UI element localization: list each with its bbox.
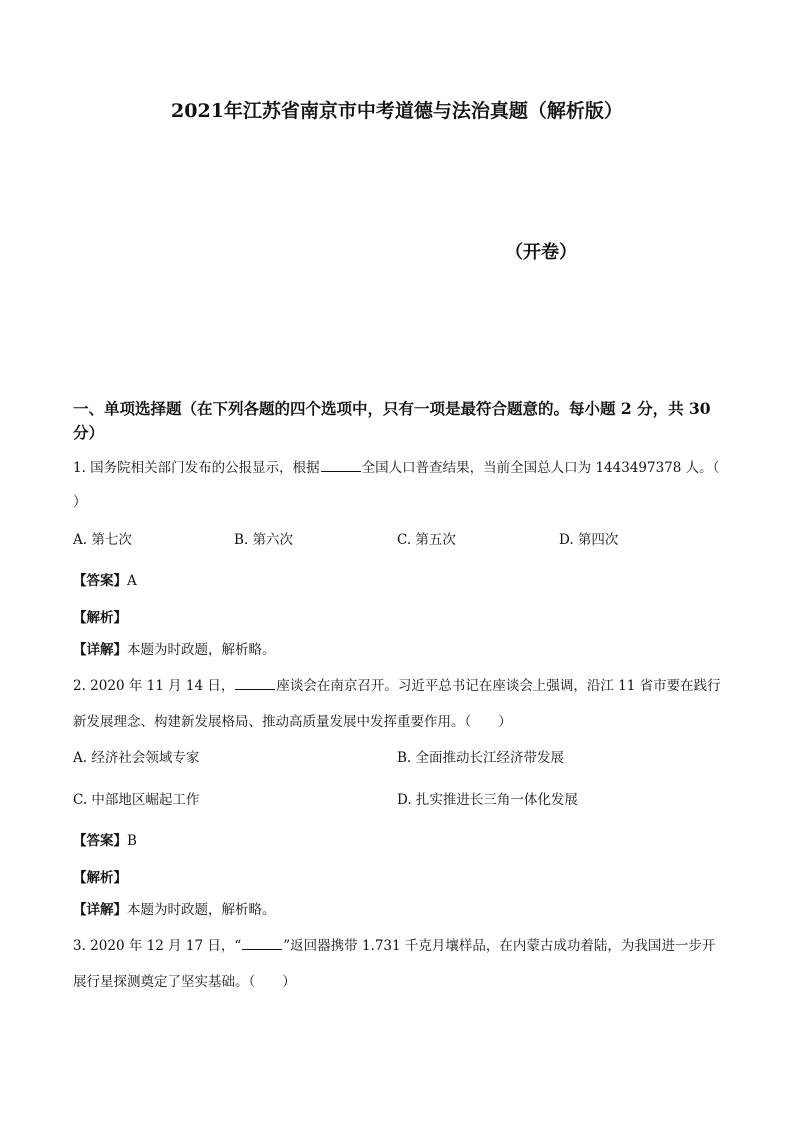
question-2-answer-label: 【答案】 xyxy=(73,833,127,849)
question-2-stem xyxy=(73,674,721,694)
question-3-stem-part1: 3. 2020 年 12 月 17 日，“ xyxy=(73,938,242,954)
question-2-option-d: D. 扎实推进长三角一体化发展 xyxy=(397,792,578,808)
section-heading-line2: 分） xyxy=(73,423,105,442)
question-1-option-c: C. 第五次 xyxy=(397,532,456,548)
question-3-stem-line2: 展行星探测奠定了坚实基础。（ ） xyxy=(73,974,296,990)
question-2-stem-part1: 2. 2020 年 11 月 14 日， xyxy=(73,678,235,694)
question-2-detail xyxy=(73,898,276,918)
question-1-analysis-label: 【解析】 xyxy=(73,610,127,626)
question-1-detail xyxy=(73,638,276,658)
question-1-answer-label: 【答案】 xyxy=(73,573,127,589)
question-2-stem-line2: 新发展理念、构建新发展格局、推动高质量发展中发挥重要作用。（ ） xyxy=(73,714,512,730)
question-1-stem xyxy=(73,456,719,476)
question-1-detail-label: 【详解】 xyxy=(73,642,127,658)
question-2-option-c: C. 中部地区崛起工作 xyxy=(73,792,200,808)
question-3-stem xyxy=(73,934,715,954)
question-1-analysis xyxy=(73,606,127,626)
question-1-option-d: D. 第四次 xyxy=(559,532,619,548)
question-1-answer-value: A xyxy=(127,573,137,589)
page-subtitle: （开卷） xyxy=(505,242,577,263)
question-2-detail-text: 本题为时政题，解析略。 xyxy=(127,902,276,918)
question-1-answer xyxy=(73,569,137,589)
question-3-blank xyxy=(242,937,282,950)
section-heading-line1: 一、单项选择题（在下列各题的四个选项中，只有一项是最符合题意的。每小题 2 分，共 30 xyxy=(73,399,711,418)
question-2-option-b: B. 全面推动长江经济带发展 xyxy=(397,750,565,766)
question-2-answer xyxy=(73,829,137,849)
question-1-stem-part1: 1. 国务院相关部门发布的公报显示，根据 xyxy=(73,460,320,476)
question-1-stem-line2: ） xyxy=(73,494,87,510)
question-1-stem-part2: 全国人口普查结果，当前全国总人口为 1443497378 人。（ xyxy=(361,460,720,476)
question-1-option-b: B. 第六次 xyxy=(234,532,294,548)
question-2-answer-value: B xyxy=(127,833,137,849)
question-1-blank xyxy=(321,459,361,472)
question-2-blank xyxy=(235,677,275,690)
question-3-stem-part2: ”返回器携带 1.731 千克月壤样品，在内蒙古成功着陆，为我国进一步开 xyxy=(283,938,716,954)
question-2-analysis-label: 【解析】 xyxy=(73,870,127,886)
question-1-detail-text: 本题为时政题，解析略。 xyxy=(127,642,276,658)
question-2-stem-part2: 座谈会在南京召开。习近平总书记在座谈会上强调，沿江 11 省市要在践行 xyxy=(276,678,721,694)
question-1-option-a: A. 第七次 xyxy=(73,532,132,548)
question-2-analysis xyxy=(73,866,127,886)
question-2-detail-label: 【详解】 xyxy=(73,902,127,918)
page-title: 2021年江苏省南京市中考道德与法治真题（解析版） xyxy=(171,100,623,122)
question-2-option-a: A. 经济社会领域专家 xyxy=(73,750,200,766)
